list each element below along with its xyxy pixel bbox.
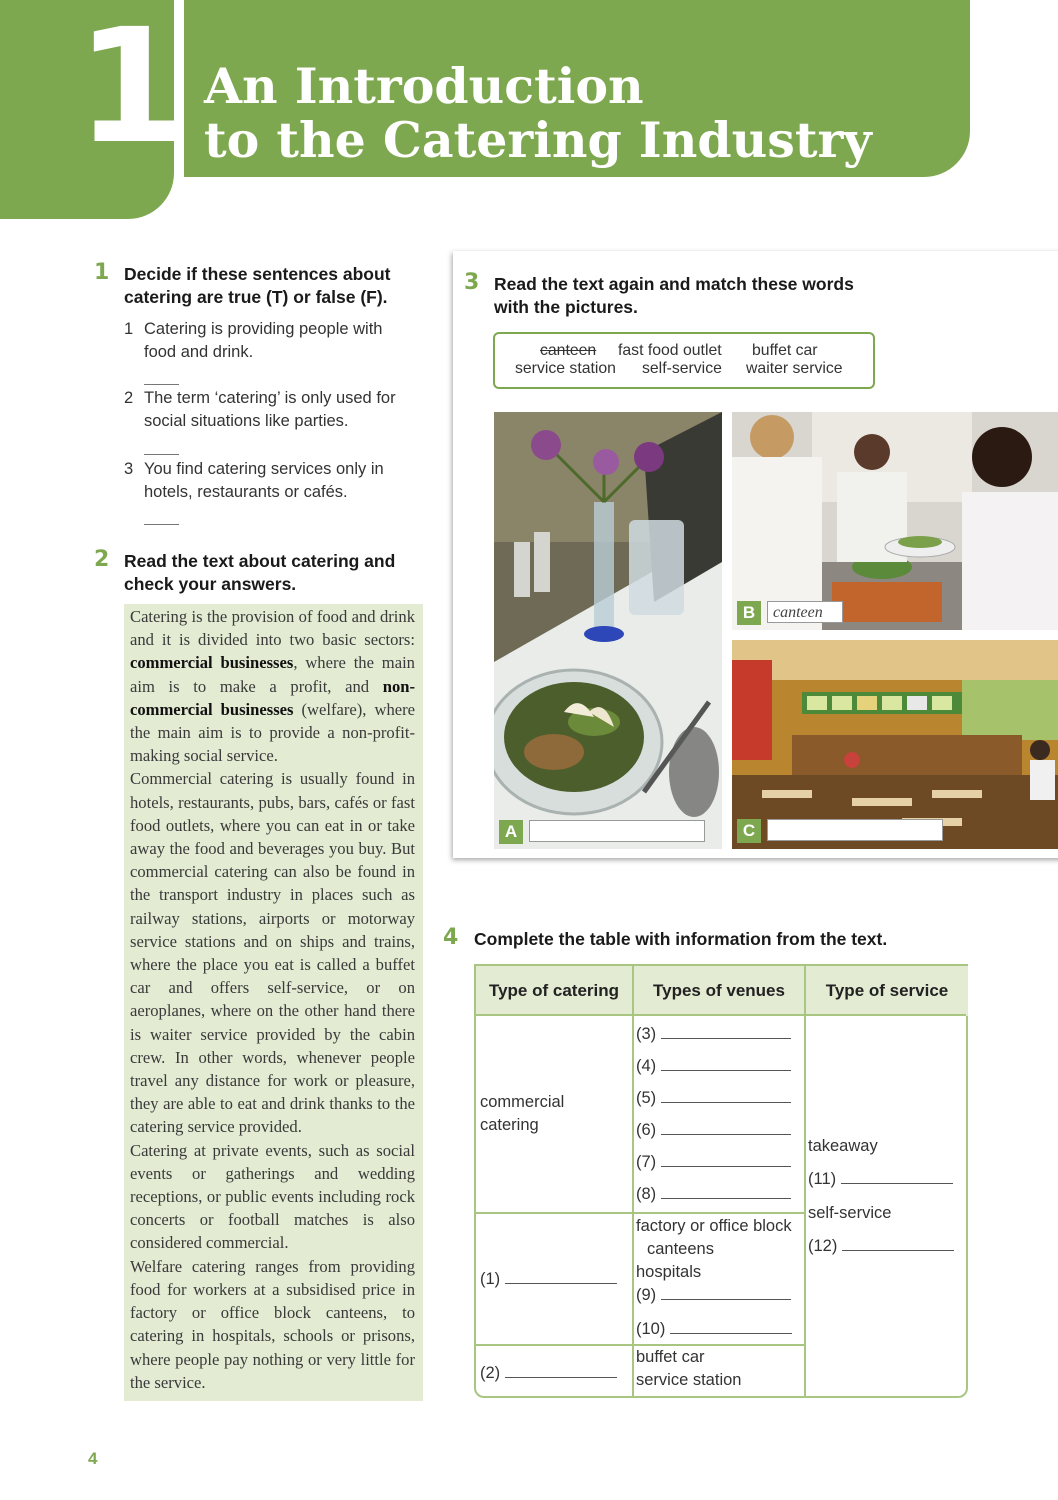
- cell-commercial-catering: [480, 1091, 564, 1137]
- cell-text-line: factory or office block: [636, 1217, 792, 1235]
- blank-line[interactable]: [505, 1269, 617, 1284]
- photo-b-answer-field[interactable]: canteen: [767, 601, 843, 623]
- cell-text-line: commercial: [480, 1093, 565, 1111]
- table-divider: [632, 966, 634, 1396]
- blank-line[interactable]: [661, 1184, 791, 1199]
- blank-label: (2): [480, 1364, 501, 1382]
- blank-label: (12): [808, 1237, 838, 1255]
- question-text: [144, 458, 414, 504]
- photo-b-canteen: [732, 412, 1058, 630]
- reading-text-span: (welfare), where the main aim is to provide a non-profit-making social service.: [130, 699, 415, 766]
- word-bank-item: fast food outlet: [618, 342, 722, 359]
- table-header-type-of-service: Type of service: [806, 966, 968, 1016]
- blank-label: (11): [808, 1170, 837, 1188]
- word-bank-box: [493, 332, 875, 389]
- exercise-1-number: 1: [94, 260, 110, 285]
- table-header-type-of-catering: Type of catering: [476, 966, 632, 1016]
- exercise-3-instruction: [494, 273, 854, 319]
- blank-label: (4): [636, 1057, 657, 1075]
- blank-label: (9): [636, 1286, 657, 1304]
- blank-line[interactable]: [661, 1152, 791, 1167]
- table-divider: [476, 1014, 966, 1016]
- exercise-4-table: [474, 964, 968, 1398]
- blank-label: (8): [636, 1185, 657, 1203]
- reading-text-box: [124, 604, 423, 1401]
- exercise-3-number: 3: [464, 270, 480, 295]
- reading-paragraph-4: Welfare catering ranges from providing food for workers at a subsidised price in factory or office block canteens, to catering in hospitals, schools or prisons, where people pay nothing or very little for the service.: [130, 1256, 415, 1392]
- cell-welfare-venues: [636, 1215, 792, 1284]
- blank-line[interactable]: [661, 1285, 791, 1300]
- photo-c-fast-food-outlet: [732, 640, 1058, 849]
- question-number: 2: [124, 389, 134, 407]
- photo-c-image: [732, 640, 1058, 849]
- cell-text-line: hospitals: [636, 1263, 702, 1281]
- exercise-1-instruction-line-1: Decide if these sentences about: [124, 264, 391, 284]
- reading-paragraph-3: Catering at private events, such as social events or gatherings and wedding receptions, or public events including rock concerts or football matches is also considered commercial.: [130, 1140, 415, 1253]
- blank-line[interactable]: [505, 1363, 617, 1378]
- reading-text: [130, 605, 415, 1394]
- exercise-3-instruction-line-1: Read the text again and match these words: [494, 274, 854, 294]
- key-term-non-commercial: non-commercial businesses: [130, 676, 415, 719]
- venue-blank-4[interactable]: [636, 1055, 791, 1078]
- key-term-commercial: commercial businesses: [130, 653, 294, 673]
- exercise-4-number: 4: [443, 925, 459, 950]
- reading-text-span: Catering is the provision of food and drink and it is divided into two basic sectors:: [130, 607, 415, 650]
- photo-b-letter: B: [737, 601, 761, 625]
- service-blank-11[interactable]: [808, 1168, 953, 1191]
- cell-service-takeaway: takeaway: [808, 1137, 878, 1155]
- venue-blank-9[interactable]: [636, 1284, 791, 1307]
- venue-blank-8[interactable]: [636, 1183, 791, 1206]
- exercise-1-question: [124, 458, 424, 508]
- reading-paragraph-2: Commercial catering is usually found in hotels, restaurants, pubs, bars, cafés or fast food outlets, where you can eat in or take away the food and beverages you buy. But commercial catering can also be found in the transport industry in places such as railway stations, airports or motorway service stations and on ships and trains, where the place you eat is called a buffet car and offers self-service, or on aeroplanes, where on the other hand there is waiter service provided by the cabin crew. In other words, whenever people travel any distance for work or pleasure, they are able to eat and drink thanks to the catering service provided.: [130, 769, 415, 1137]
- question-number: 3: [124, 460, 134, 478]
- cell-transport-venues: [636, 1346, 741, 1392]
- question-number: 1: [124, 320, 134, 338]
- cell-text-line: service station: [636, 1371, 742, 1389]
- question-text: [144, 387, 414, 433]
- blank-line[interactable]: [661, 1088, 791, 1103]
- reading-paragraph-1: [130, 605, 415, 767]
- unit-title-line-1: An Introduction: [204, 57, 644, 115]
- unit-number-block: [0, 0, 182, 219]
- photo-c-letter: C: [737, 819, 761, 843]
- blank-label: (7): [636, 1153, 657, 1171]
- exercise-2-instruction-line-1: Read the text about catering and: [124, 551, 396, 571]
- venue-blank-5[interactable]: [636, 1087, 791, 1110]
- word-bank-item-used: canteen: [540, 342, 597, 359]
- answer-blank-3[interactable]: [144, 524, 179, 525]
- blank-label: (5): [636, 1089, 657, 1107]
- table-header-types-of-venues: Types of venues: [634, 966, 804, 1016]
- exercise-1-instruction: [124, 263, 390, 309]
- blank-line[interactable]: [842, 1236, 954, 1251]
- photo-a-answer-field[interactable]: [529, 820, 705, 842]
- unit-number: 1: [76, 0, 182, 179]
- question-text-line: food and drink.: [144, 343, 254, 361]
- table-divider: [804, 966, 806, 1396]
- unit-title-block: [184, 0, 970, 177]
- photo-a-restaurant-table: [494, 412, 722, 849]
- unit-title-line-2: to the Catering Industry: [204, 111, 872, 169]
- venue-blank-3[interactable]: [636, 1023, 791, 1046]
- photo-a-letter: A: [499, 820, 523, 844]
- exercise-1-question: [124, 318, 424, 368]
- question-text: [144, 318, 414, 364]
- word-bank-item: waiter service: [746, 360, 843, 377]
- venue-blank-7[interactable]: [636, 1151, 791, 1174]
- question-text-line: Catering is providing people with: [144, 320, 383, 338]
- photo-a-image: [494, 412, 722, 849]
- blank-label: (6): [636, 1121, 657, 1139]
- question-text-line: hotels, restaurants or cafés.: [144, 483, 348, 501]
- type-blank-1[interactable]: [480, 1268, 617, 1291]
- answer-blank-1[interactable]: [144, 384, 179, 385]
- blank-label: (10): [636, 1320, 666, 1338]
- venue-blank-6[interactable]: [636, 1119, 791, 1142]
- cell-service-self-service: self-service: [808, 1204, 892, 1222]
- blank-line[interactable]: [670, 1319, 792, 1334]
- blank-label: (1): [480, 1270, 501, 1288]
- photo-b-image: [732, 412, 1058, 630]
- word-bank-item: buffet car: [752, 342, 818, 359]
- blank-label: (3): [636, 1025, 657, 1043]
- exercise-3-instruction-line-2: with the pictures.: [494, 297, 638, 317]
- answer-blank-2[interactable]: [144, 454, 179, 455]
- cell-text-line: buffet car: [636, 1348, 705, 1366]
- word-bank-item: self-service: [642, 360, 722, 377]
- exercise-2-instruction: [124, 550, 395, 596]
- blank-line[interactable]: [841, 1169, 953, 1184]
- blank-line[interactable]: [661, 1120, 791, 1135]
- table-divider: [476, 1212, 806, 1214]
- reading-text-span: , where the main aim is to make a profit, and: [130, 653, 415, 696]
- exercise-4-instruction: Complete the table with information from the text.: [474, 929, 888, 949]
- type-blank-2[interactable]: [480, 1362, 617, 1385]
- blank-line[interactable]: [661, 1056, 791, 1071]
- question-text-line: You find catering services only in: [144, 460, 384, 478]
- venue-blank-10[interactable]: [636, 1318, 792, 1341]
- blank-line[interactable]: [661, 1024, 791, 1039]
- page-number: 4: [88, 1449, 98, 1468]
- cell-text-line: catering: [480, 1116, 539, 1134]
- question-text-line: The term ‘catering’ is only used for: [144, 389, 396, 407]
- cell-text-line: canteens: [647, 1240, 714, 1258]
- question-text-line: social situations like parties.: [144, 412, 349, 430]
- photo-c-answer-field[interactable]: [767, 819, 943, 841]
- exercise-1-question: [124, 387, 424, 437]
- word-bank-item: service station: [515, 360, 616, 377]
- exercise-2-instruction-line-2: check your answers.: [124, 574, 297, 594]
- exercise-2-number: 2: [94, 547, 110, 572]
- exercise-1-instruction-line-2: catering are true (T) or false (F).: [124, 287, 388, 307]
- service-blank-12[interactable]: [808, 1235, 954, 1258]
